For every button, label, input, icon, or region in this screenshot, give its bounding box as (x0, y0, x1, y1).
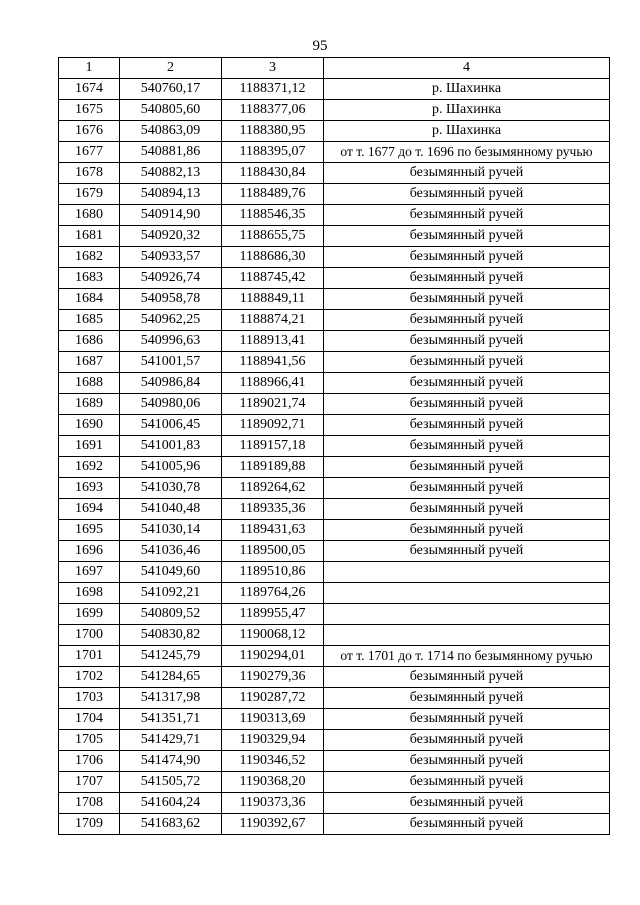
cell-point-number: 1678 (59, 163, 120, 184)
cell-description: от т. 1701 до т. 1714 по безымянному ручью (324, 646, 610, 667)
table-row (59, 730, 610, 751)
table-row (59, 604, 610, 625)
cell-description: безымянный ручей (324, 667, 610, 688)
cell-y-coordinate: 1190392,67 (222, 814, 324, 835)
cell-description: безымянный ручей (324, 814, 610, 835)
cell-x-coordinate: 540980,06 (120, 394, 222, 415)
cell-description: безымянный ручей (324, 478, 610, 499)
table-row (59, 646, 610, 667)
cell-x-coordinate: 541284,65 (120, 667, 222, 688)
cell-x-coordinate: 540863,09 (120, 121, 222, 142)
cell-y-coordinate: 1189189,88 (222, 457, 324, 478)
cell-description: безымянный ручей (324, 394, 610, 415)
cell-description (324, 625, 610, 646)
cell-description: безымянный ручей (324, 793, 610, 814)
cell-description: безымянный ручей (324, 331, 610, 352)
table-row (59, 205, 610, 226)
cell-y-coordinate: 1188371,12 (222, 79, 324, 100)
table-row (59, 394, 610, 415)
cell-x-coordinate: 541040,48 (120, 499, 222, 520)
cell-x-coordinate: 540760,17 (120, 79, 222, 100)
cell-point-number: 1701 (59, 646, 120, 667)
cell-point-number: 1686 (59, 331, 120, 352)
cell-point-number: 1692 (59, 457, 120, 478)
cell-point-number: 1695 (59, 520, 120, 541)
cell-x-coordinate: 541049,60 (120, 562, 222, 583)
cell-point-number: 1708 (59, 793, 120, 814)
cell-y-coordinate: 1188966,41 (222, 373, 324, 394)
cell-description: безымянный ручей (324, 751, 610, 772)
cell-point-number: 1704 (59, 709, 120, 730)
cell-point-number: 1700 (59, 625, 120, 646)
cell-x-coordinate: 541474,90 (120, 751, 222, 772)
cell-y-coordinate: 1188913,41 (222, 331, 324, 352)
cell-point-number: 1702 (59, 667, 120, 688)
cell-x-coordinate: 540962,25 (120, 310, 222, 331)
cell-y-coordinate: 1188380,95 (222, 121, 324, 142)
cell-x-coordinate: 540805,60 (120, 100, 222, 121)
cell-description: от т. 1677 до т. 1696 по безымянному ручью (324, 142, 610, 163)
cell-point-number: 1694 (59, 499, 120, 520)
cell-point-number: 1696 (59, 541, 120, 562)
cell-point-number: 1674 (59, 79, 120, 100)
cell-description: безымянный ручей (324, 730, 610, 751)
cell-description: безымянный ручей (324, 520, 610, 541)
cell-x-coordinate: 541245,79 (120, 646, 222, 667)
table-row (59, 184, 610, 205)
cell-y-coordinate: 1188489,76 (222, 184, 324, 205)
table-row (59, 163, 610, 184)
cell-description: р. Шахинка (324, 100, 610, 121)
cell-y-coordinate: 1189955,47 (222, 604, 324, 625)
cell-y-coordinate: 1190294,01 (222, 646, 324, 667)
cell-description: безымянный ручей (324, 415, 610, 436)
cell-y-coordinate: 1188849,11 (222, 289, 324, 310)
cell-description (324, 562, 610, 583)
cell-y-coordinate: 1189500,05 (222, 541, 324, 562)
cell-x-coordinate: 541001,57 (120, 352, 222, 373)
table-row (59, 79, 610, 100)
table-row (59, 352, 610, 373)
cell-x-coordinate: 541505,72 (120, 772, 222, 793)
cell-x-coordinate: 540830,82 (120, 625, 222, 646)
cell-point-number: 1675 (59, 100, 120, 121)
table-row (59, 499, 610, 520)
table-row (59, 478, 610, 499)
cell-x-coordinate: 540920,32 (120, 226, 222, 247)
cell-point-number: 1690 (59, 415, 120, 436)
table-row (59, 142, 610, 163)
cell-point-number: 1705 (59, 730, 120, 751)
cell-y-coordinate: 1188874,21 (222, 310, 324, 331)
cell-y-coordinate: 1189157,18 (222, 436, 324, 457)
cell-y-coordinate: 1188430,84 (222, 163, 324, 184)
cell-point-number: 1691 (59, 436, 120, 457)
cell-x-coordinate: 540986,84 (120, 373, 222, 394)
cell-description: безымянный ручей (324, 184, 610, 205)
cell-x-coordinate: 541683,62 (120, 814, 222, 835)
cell-point-number: 1697 (59, 562, 120, 583)
cell-point-number: 1684 (59, 289, 120, 310)
table-row (59, 751, 610, 772)
cell-y-coordinate: 1190279,36 (222, 667, 324, 688)
cell-description (324, 604, 610, 625)
cell-x-coordinate: 540809,52 (120, 604, 222, 625)
cell-x-coordinate: 541030,14 (120, 520, 222, 541)
cell-x-coordinate: 541351,71 (120, 709, 222, 730)
cell-description: безымянный ручей (324, 163, 610, 184)
cell-point-number: 1681 (59, 226, 120, 247)
cell-y-coordinate: 1188377,06 (222, 100, 324, 121)
cell-point-number: 1693 (59, 478, 120, 499)
table-row (59, 520, 610, 541)
table-row (59, 226, 610, 247)
cell-description: безымянный ручей (324, 205, 610, 226)
column-header-x-coordinate: 2 (120, 58, 222, 79)
column-header-description: 4 (324, 58, 610, 79)
cell-point-number: 1679 (59, 184, 120, 205)
cell-description: безымянный ручей (324, 247, 610, 268)
cell-description: безымянный ручей (324, 688, 610, 709)
cell-y-coordinate: 1190373,36 (222, 793, 324, 814)
cell-y-coordinate: 1189021,74 (222, 394, 324, 415)
table-row (59, 310, 610, 331)
table-row (59, 541, 610, 562)
table-row (59, 667, 610, 688)
table-row (59, 436, 610, 457)
cell-description: безымянный ручей (324, 289, 610, 310)
table-row (59, 814, 610, 835)
page-number: 95 (312, 38, 328, 54)
cell-point-number: 1689 (59, 394, 120, 415)
cell-x-coordinate: 541001,83 (120, 436, 222, 457)
table-row (59, 415, 610, 436)
cell-point-number: 1688 (59, 373, 120, 394)
column-header-point-number: 1 (59, 58, 120, 79)
cell-point-number: 1699 (59, 604, 120, 625)
cell-x-coordinate: 540926,74 (120, 268, 222, 289)
cell-x-coordinate: 541036,46 (120, 541, 222, 562)
cell-y-coordinate: 1189092,71 (222, 415, 324, 436)
cell-y-coordinate: 1190346,52 (222, 751, 324, 772)
table-row (59, 373, 610, 394)
cell-y-coordinate: 1190313,69 (222, 709, 324, 730)
cell-x-coordinate: 541317,98 (120, 688, 222, 709)
cell-y-coordinate: 1190368,20 (222, 772, 324, 793)
table-row (59, 562, 610, 583)
cell-point-number: 1676 (59, 121, 120, 142)
cell-description: безымянный ручей (324, 352, 610, 373)
coordinates-table (58, 57, 610, 835)
cell-y-coordinate: 1188655,75 (222, 226, 324, 247)
column-header-y-coordinate: 3 (222, 58, 324, 79)
table-row (59, 709, 610, 730)
cell-point-number: 1677 (59, 142, 120, 163)
cell-x-coordinate: 540882,13 (120, 163, 222, 184)
table-row (59, 457, 610, 478)
cell-description: безымянный ручей (324, 310, 610, 331)
cell-x-coordinate: 540881,86 (120, 142, 222, 163)
table-header-row (59, 58, 610, 79)
cell-x-coordinate: 540933,57 (120, 247, 222, 268)
table-row (59, 625, 610, 646)
table-row (59, 793, 610, 814)
cell-description: безымянный ручей (324, 373, 610, 394)
cell-y-coordinate: 1189431,63 (222, 520, 324, 541)
table-row (59, 247, 610, 268)
cell-point-number: 1703 (59, 688, 120, 709)
cell-y-coordinate: 1190329,94 (222, 730, 324, 751)
cell-description: р. Шахинка (324, 79, 610, 100)
cell-y-coordinate: 1189264,62 (222, 478, 324, 499)
cell-x-coordinate: 541604,24 (120, 793, 222, 814)
table-row (59, 688, 610, 709)
cell-x-coordinate: 540958,78 (120, 289, 222, 310)
cell-x-coordinate: 541006,45 (120, 415, 222, 436)
cell-y-coordinate: 1189510,86 (222, 562, 324, 583)
cell-y-coordinate: 1189335,36 (222, 499, 324, 520)
cell-description: безымянный ручей (324, 709, 610, 730)
cell-y-coordinate: 1190068,12 (222, 625, 324, 646)
cell-point-number: 1709 (59, 814, 120, 835)
cell-description: безымянный ручей (324, 499, 610, 520)
cell-x-coordinate: 541030,78 (120, 478, 222, 499)
cell-y-coordinate: 1188686,30 (222, 247, 324, 268)
cell-point-number: 1683 (59, 268, 120, 289)
table-body (59, 79, 610, 835)
cell-y-coordinate: 1188546,35 (222, 205, 324, 226)
cell-description: безымянный ручей (324, 268, 610, 289)
cell-x-coordinate: 541005,96 (120, 457, 222, 478)
cell-x-coordinate: 540914,90 (120, 205, 222, 226)
cell-y-coordinate: 1189764,26 (222, 583, 324, 604)
table-row (59, 100, 610, 121)
cell-point-number: 1680 (59, 205, 120, 226)
table-row (59, 331, 610, 352)
cell-x-coordinate: 540894,13 (120, 184, 222, 205)
cell-description: р. Шахинка (324, 121, 610, 142)
cell-y-coordinate: 1188941,56 (222, 352, 324, 373)
cell-x-coordinate: 541092,21 (120, 583, 222, 604)
table-row (59, 583, 610, 604)
cell-x-coordinate: 540996,63 (120, 331, 222, 352)
cell-description: безымянный ручей (324, 457, 610, 478)
table-row (59, 268, 610, 289)
cell-description: безымянный ручей (324, 226, 610, 247)
cell-point-number: 1685 (59, 310, 120, 331)
cell-description: безымянный ручей (324, 541, 610, 562)
cell-point-number: 1698 (59, 583, 120, 604)
cell-description (324, 583, 610, 604)
cell-x-coordinate: 541429,71 (120, 730, 222, 751)
table-row (59, 772, 610, 793)
cell-y-coordinate: 1190287,72 (222, 688, 324, 709)
cell-y-coordinate: 1188745,42 (222, 268, 324, 289)
cell-description: безымянный ручей (324, 436, 610, 457)
cell-point-number: 1682 (59, 247, 120, 268)
table-row (59, 121, 610, 142)
cell-point-number: 1687 (59, 352, 120, 373)
table-row (59, 289, 610, 310)
cell-point-number: 1706 (59, 751, 120, 772)
cell-point-number: 1707 (59, 772, 120, 793)
cell-description: безымянный ручей (324, 772, 610, 793)
cell-y-coordinate: 1188395,07 (222, 142, 324, 163)
